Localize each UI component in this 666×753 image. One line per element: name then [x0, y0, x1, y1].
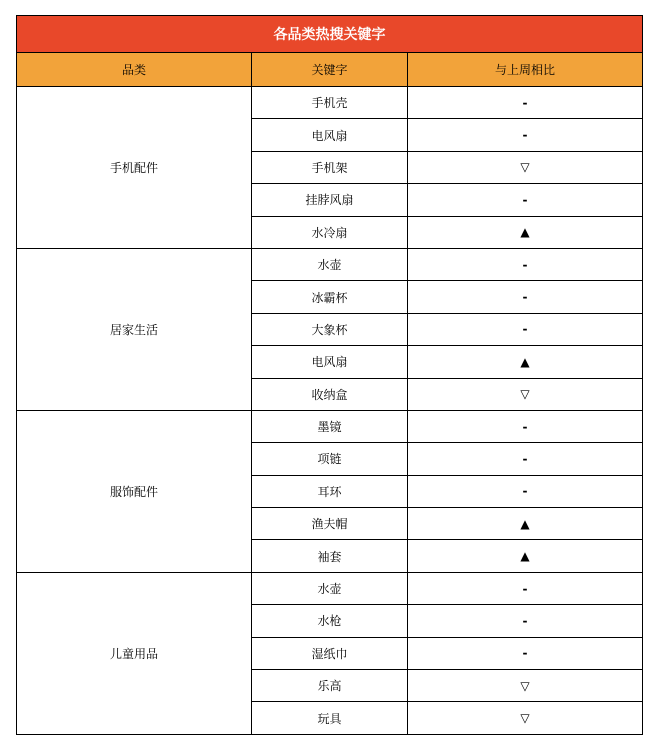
trend-flat-icon: -: [408, 443, 643, 475]
keyword-cell: 项链: [252, 443, 408, 475]
category-cell: 服饰配件: [17, 410, 252, 572]
trend-up-icon: ▲: [408, 346, 643, 378]
table-row: [17, 248, 643, 280]
trend-flat-icon: -: [408, 248, 643, 280]
trend-flat-icon: -: [408, 605, 643, 637]
trend-down-icon: ▽: [408, 670, 643, 702]
table-row: [17, 87, 643, 119]
trend-up-icon: ▲: [408, 508, 643, 540]
table-row: [17, 410, 643, 442]
category-cell: 居家生活: [17, 248, 252, 410]
table-row: [17, 572, 643, 604]
keyword-cell: 手机架: [252, 151, 408, 183]
keyword-cell: 挂脖风扇: [252, 184, 408, 216]
keyword-cell: 乐高: [252, 670, 408, 702]
keyword-cell: 水壶: [252, 572, 408, 604]
trend-down-icon: ▽: [408, 702, 643, 734]
keyword-cell: 手机壳: [252, 87, 408, 119]
keyword-cell: 袖套: [252, 540, 408, 572]
keyword-cell: 收纳盒: [252, 378, 408, 410]
trend-flat-icon: -: [408, 184, 643, 216]
hot-keyword-table: [16, 15, 643, 735]
trend-flat-icon: -: [408, 572, 643, 604]
keyword-cell: 水冷扇: [252, 216, 408, 248]
trend-down-icon: ▽: [408, 378, 643, 410]
trend-flat-icon: -: [408, 87, 643, 119]
trend-down-icon: ▽: [408, 151, 643, 183]
keyword-cell: 渔夫帽: [252, 508, 408, 540]
keyword-cell: 水枪: [252, 605, 408, 637]
keyword-cell: 电风扇: [252, 119, 408, 151]
category-cell: 手机配件: [17, 87, 252, 249]
header-keyword: 关键字: [252, 53, 408, 87]
keyword-cell: 耳环: [252, 475, 408, 507]
keyword-cell: 湿纸巾: [252, 637, 408, 669]
trend-flat-icon: -: [408, 119, 643, 151]
trend-flat-icon: -: [408, 637, 643, 669]
keyword-cell: 电风扇: [252, 346, 408, 378]
trend-up-icon: ▲: [408, 540, 643, 572]
keyword-cell: 大象杯: [252, 313, 408, 345]
trend-flat-icon: -: [408, 281, 643, 313]
keyword-cell: 水壶: [252, 248, 408, 280]
header-change: 与上周相比: [408, 53, 643, 87]
trend-flat-icon: -: [408, 475, 643, 507]
category-cell: 儿童用品: [17, 572, 252, 734]
trend-flat-icon: -: [408, 410, 643, 442]
header-category: 品类: [17, 53, 252, 87]
keyword-cell: 墨镜: [252, 410, 408, 442]
table-title: 各品类热搜关键字: [17, 16, 643, 53]
keyword-cell: 玩具: [252, 702, 408, 734]
keyword-table-container: [16, 15, 642, 735]
table-body: [17, 87, 643, 735]
trend-up-icon: ▲: [408, 216, 643, 248]
keyword-cell: 冰霸杯: [252, 281, 408, 313]
trend-flat-icon: -: [408, 313, 643, 345]
